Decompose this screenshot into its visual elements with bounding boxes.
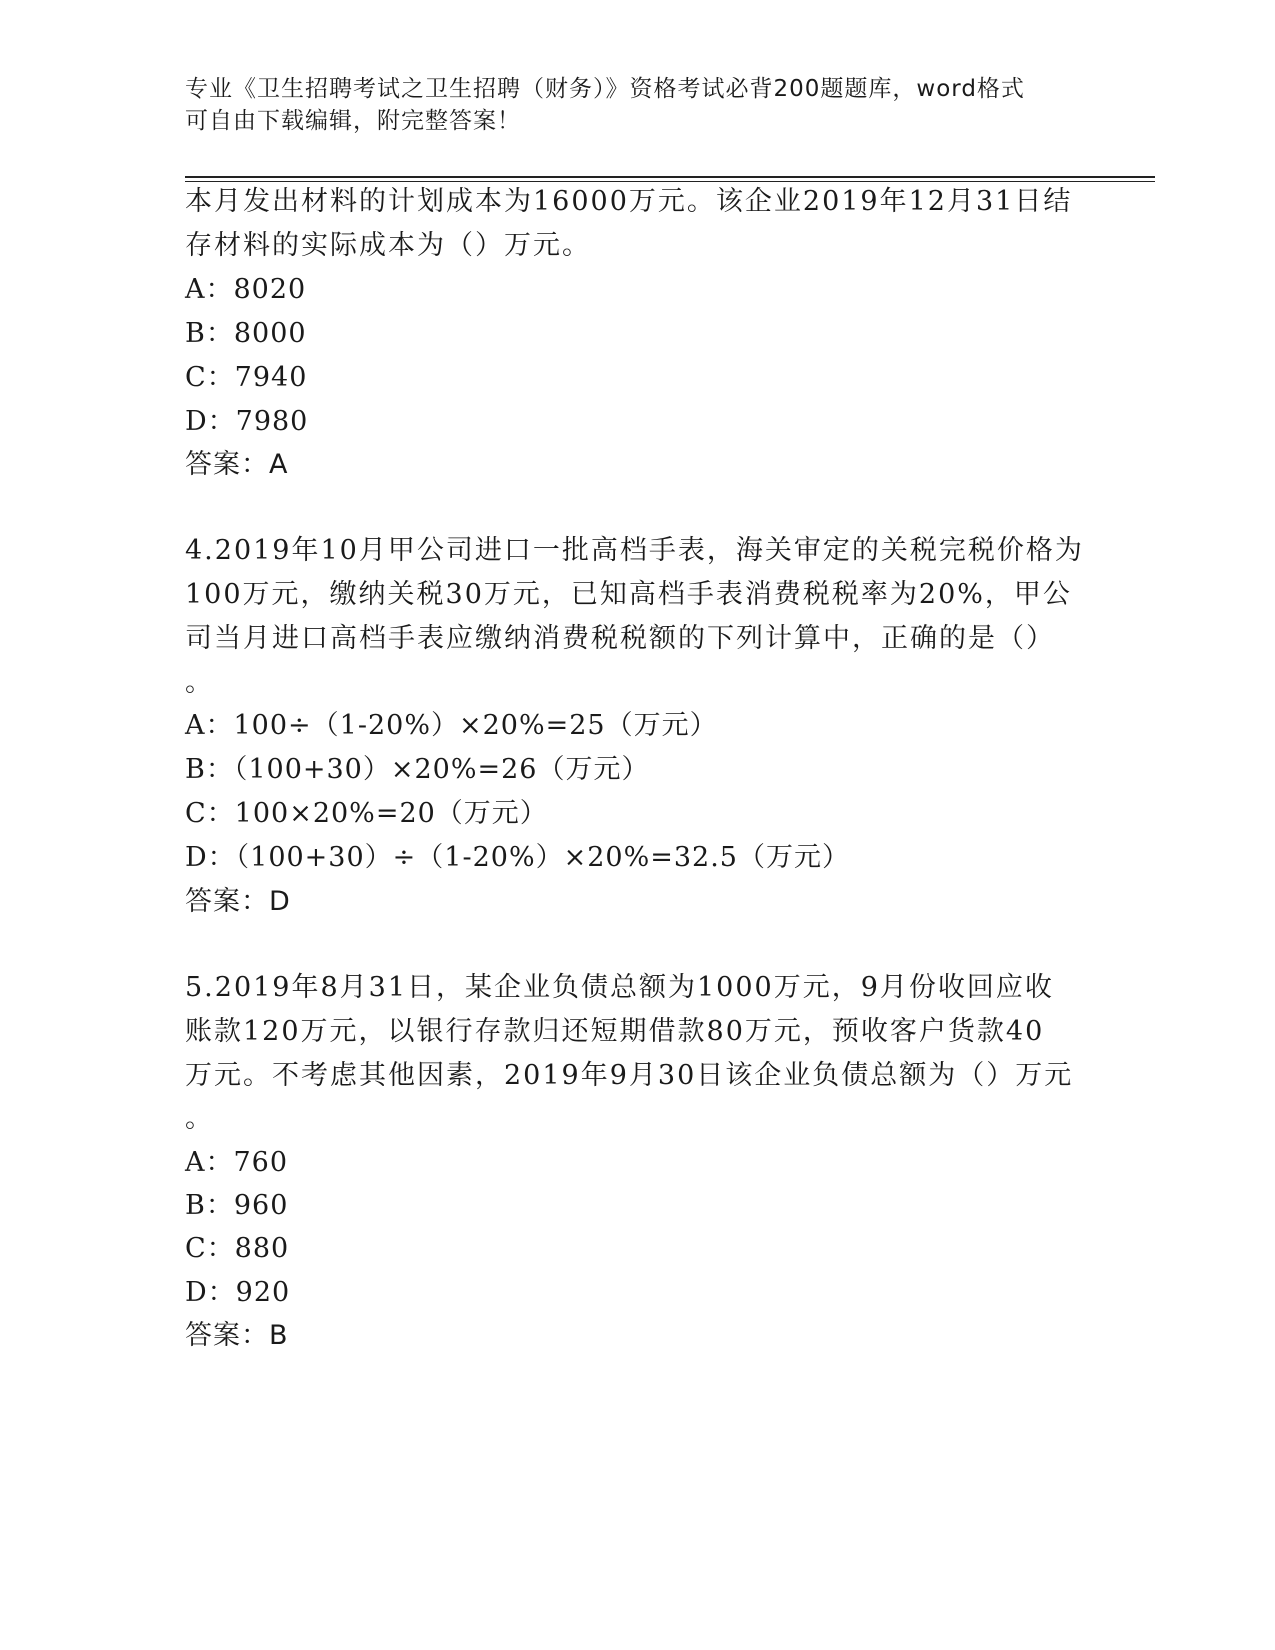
header-divider-thin [185, 181, 1155, 182]
q3-stem-line-2: 存材料的实际成本为（）万元。 [185, 230, 591, 261]
q5-option-b: B：960 [185, 1190, 289, 1221]
q3-answer: 答案：A [185, 449, 289, 480]
q3-option-d: D：7980 [185, 406, 309, 437]
q3-stem-line-1: 本月发出材料的计划成本为16000万元。该企业2019年12月31日结 [185, 186, 1073, 217]
q3-option-a: A：8020 [185, 274, 307, 305]
header-divider-thick [185, 176, 1155, 178]
q4-option-c: C：100×20%=20（万元） [185, 798, 548, 829]
q4-option-b: B：（100+30）×20%=26（万元） [185, 754, 650, 785]
q4-option-a: A：100÷（1-20%）×20%=25（万元） [185, 710, 718, 741]
q5-option-a: A：760 [185, 1147, 289, 1178]
q5-stem-line-4: 。 [185, 1103, 214, 1134]
document-header [185, 73, 1085, 137]
header-title-line-1: 专业《卫生招聘考试之卫生招聘（财务）》资格考试必背200题题库，word格式 [185, 76, 1025, 102]
q5-answer: 答案：B [185, 1320, 289, 1351]
q3-option-b: B：8000 [185, 318, 307, 349]
q5-stem-line-1: 5.2019年8月31日，某企业负债总额为1000万元，9月份收回应收 [185, 972, 1054, 1003]
q4-option-d: D：（100+30）÷（1-20%）×20%=32.5（万元） [185, 842, 850, 873]
q5-stem-line-3: 万元。不考虑其他因素，2019年9月30日该企业负债总额为（）万元 [185, 1060, 1074, 1091]
q4-stem-line-2: 100万元，缴纳关税30万元，已知高档手表消费税税率为20%，甲公 [185, 579, 1072, 610]
q4-stem-line-1: 4.2019年10月甲公司进口一批高档手表，海关审定的关税完税价格为 [185, 535, 1084, 566]
q5-stem-line-2: 账款120万元，以银行存款归还短期借款80万元，预收客户货款40 [185, 1016, 1045, 1047]
header-title-line-2: 可自由下载编辑，附完整答案！ [185, 108, 521, 134]
q5-option-c: C：880 [185, 1233, 290, 1264]
q4-stem-line-4: 。 [185, 667, 214, 698]
q5-option-d: D：920 [185, 1277, 291, 1308]
q4-stem-line-3: 司当月进口高档手表应缴纳消费税税额的下列计算中，正确的是（） [185, 623, 1055, 654]
q3-option-c: C：7940 [185, 362, 308, 393]
q4-answer: 答案：D [185, 886, 291, 917]
